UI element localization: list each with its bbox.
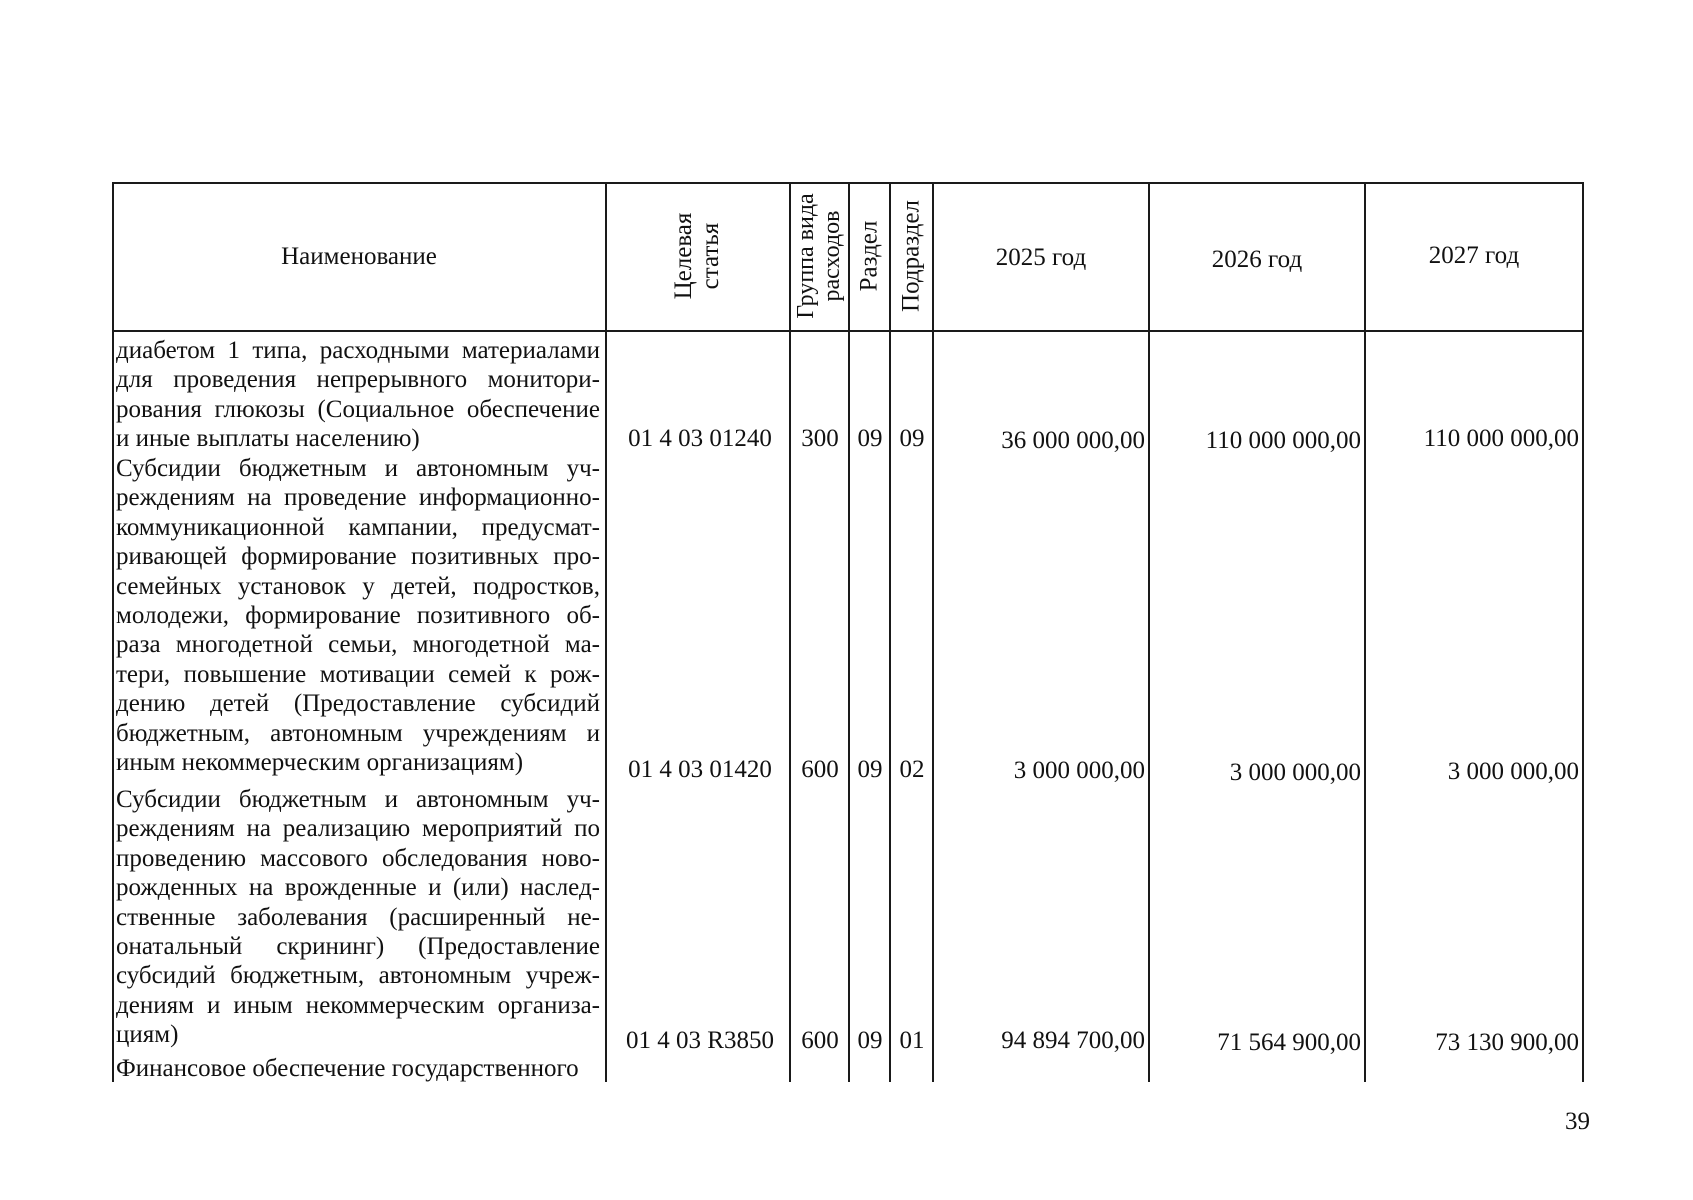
- table-right-border: [1582, 182, 1584, 1082]
- table-row-2-subsection: 02: [899, 756, 925, 783]
- table-row-1-section: 09: [857, 425, 883, 452]
- table-left-border: [112, 182, 114, 1082]
- header-subsection: Подраздел: [897, 200, 925, 312]
- table-row-1-group: 300: [801, 425, 839, 452]
- table-row-3-2026: 71 564 900,00: [1217, 1029, 1361, 1056]
- table-row-2-target: 01 4 03 01420: [628, 756, 772, 783]
- table-row-1-target: 01 4 03 01240: [628, 425, 772, 452]
- col-divider-2027: [1364, 182, 1366, 1082]
- table-row-2-name: Субсидии бюджетным и автономным уч-реждениям на проведение информационно-коммуникационной кампании, предусмат-ривающей формирование позитивных про-семейных установок у детей, подростков, молодежи, формирование позитивного об-раза многодетной семьи, многодетной ма-тери, повышение мотивации семей к рож-дению детей (Предоставление субсидий бюджетным, автономным учреждениям и иным некоммерческим организациям): [116, 455, 600, 777]
- col-divider-2025: [932, 182, 934, 1082]
- header-expense-group: Группа вида расходов: [793, 193, 845, 319]
- table-row-1-subsection: 09: [899, 425, 925, 452]
- header-year-2026: 2026 год: [1211, 246, 1303, 273]
- table-row-3-subsection: 01: [899, 1027, 925, 1054]
- col-divider-target: [605, 182, 607, 1082]
- col-divider-2026: [1148, 182, 1150, 1082]
- table-row-2-2025: 3 000 000,00: [1013, 757, 1145, 784]
- table-row-3-2027: 73 130 900,00: [1435, 1029, 1579, 1056]
- table-row-3-name: Субсидии бюджетным и автономным уч-реждениям на реализацию мероприятий по проведению массового обследования ново-рожденных на врожденные и (или) наслед-ственные заболевания (расширенный не-онатальный скрининг) (Предоставление субсидий бюджетным, автономным учреж-дениям и иным некоммерческим организа-циям): [116, 786, 600, 1049]
- col-divider-section: [848, 182, 850, 1082]
- table-row-3-target: 01 4 03 R3850: [626, 1027, 774, 1054]
- header-section: Раздел: [855, 220, 883, 292]
- table-row-1-2025: 36 000 000,00: [1001, 427, 1145, 454]
- table-row-3-2025: 94 894 700,00: [1001, 1027, 1145, 1054]
- header-target-article: Целевая статья: [670, 212, 724, 300]
- table-row-2-group: 600: [801, 756, 839, 783]
- table-row-1-2026: 110 000 000,00: [1205, 427, 1361, 454]
- header-year-2027: 2027 год: [1428, 242, 1520, 269]
- col-divider-group: [789, 182, 791, 1082]
- header-year-2025: 2025 год: [995, 244, 1087, 271]
- table-row-1-2027: 110 000 000,00: [1423, 425, 1579, 452]
- table-row-2-2026: 3 000 000,00: [1229, 759, 1361, 786]
- table-row-4-name: Финансовое обеспечение государственного: [116, 1055, 579, 1082]
- table-row-2-section: 09: [857, 756, 883, 783]
- col-divider-subsection: [889, 182, 891, 1082]
- table-row-2-2027: 3 000 000,00: [1447, 758, 1579, 785]
- table-row-1-name: диабетом 1 типа, расходными материалами для проведения непрерывного монитори-рования глюкозы (Социальное обеспечение и иные выплаты населению): [116, 337, 600, 453]
- page-number: 39: [1565, 1108, 1590, 1135]
- table-row-3-group: 600: [801, 1027, 839, 1054]
- table-row-3-section: 09: [857, 1027, 883, 1054]
- header-name: Наименование: [281, 243, 437, 270]
